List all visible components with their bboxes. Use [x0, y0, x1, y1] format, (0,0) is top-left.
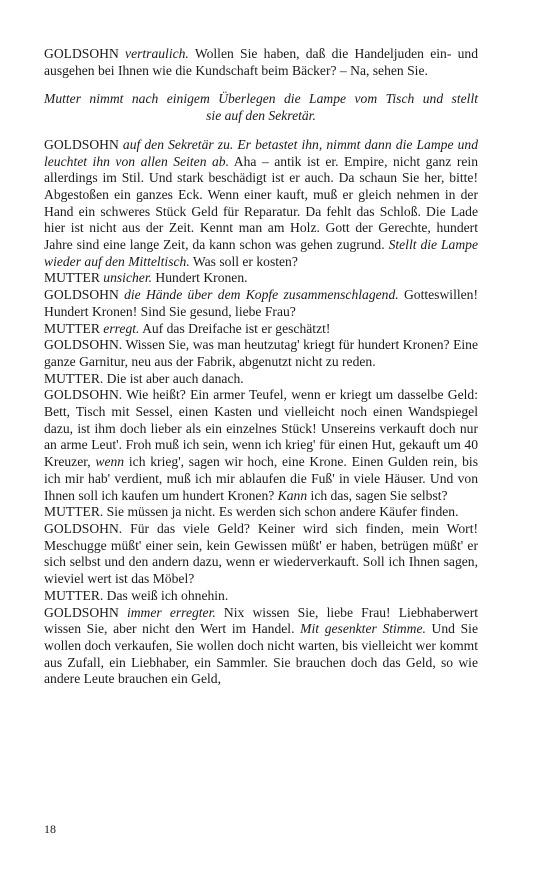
- stage-direction: erregt.: [103, 320, 140, 336]
- emphasis: wenn: [95, 454, 125, 470]
- speaker-name: GOLDSOHN.: [44, 387, 123, 403]
- speaker-name: GOLDSOHN.: [44, 520, 123, 536]
- speech-goldsohn: [44, 46, 478, 79]
- speech-mutter: [44, 321, 478, 338]
- stage-direction: unsicher.: [103, 270, 153, 286]
- stage-direction: immer erregter.: [126, 604, 216, 620]
- speech-text: Sie müssen ja nicht. Es werden sich schon andere Käufer finden.: [103, 504, 459, 520]
- stage-direction-line-2: sie auf den Sekretär.: [206, 108, 316, 124]
- speech-text: Nix wissen Sie, liebe Frau! Liebhaberwert wissen Sie, aber nicht den Wert im Handel.: [44, 604, 478, 637]
- speech-text: Wollen Sie haben, daß die Handeljuden ein- und ausgehen bei Ihnen wie die Kundschaft beim Bäcker? – Na, sehen Sie.: [44, 46, 478, 78]
- stage-direction: Mit gesenkter Stimme.: [300, 621, 426, 637]
- speaker-name: GOLDSOHN: [44, 46, 119, 61]
- speech-text: Und Sie wollen doch verkaufen, Sie wollen doch nicht warten, bis vielleicht wer kommt aus Zufall, ein Liebhaber, ein Sammler. Sie brauchen doch das Geld, so wie andere Leute brauchen ein Geld,: [44, 621, 478, 687]
- stage-direction: die Hände über dem Kopfe zusammenschlagend.: [124, 287, 399, 303]
- speech-text: Was soll er kosten?: [189, 253, 298, 269]
- stage-direction: auf den Sekretär zu. Er betastet ihn, nimmt dann die Lampe und leuchtet ihn von allen Seiten ab.: [44, 136, 478, 169]
- stage-direction-line-1: Mutter nimmt nach einigem Überlegen die Lampe vom Tisch und stellt: [44, 91, 478, 107]
- speech-mutter: [44, 270, 478, 287]
- speech-text: Wie heißt? Ein armer Teufel, wenn er kriegt um dasselbe Geld: Bett, Tisch mit Sessel, einen Kasten und vielleicht noch einen Wandspiegel dazu, ist ihm doch lieber als ein einzelnes Stück! Unsereins verkauft doch nur an arme Leut'. Froh muß ich sein, wenn ich krieg' für einen Hut, gekauft um 40 Kreuzer,: [44, 387, 478, 470]
- speech-text: Das weiß ich ohnehin.: [103, 587, 229, 603]
- speaker-name: MUTTER.: [44, 370, 104, 386]
- speech-goldsohn: [44, 521, 478, 588]
- page-number: 18: [44, 822, 56, 836]
- speaker-name: GOLDSOHN: [44, 136, 119, 152]
- speech-text: Hundert Kronen.: [152, 270, 248, 286]
- speech-text: Auf das Dreifache ist er geschätzt!: [139, 320, 331, 336]
- page-text: [44, 46, 478, 688]
- speech-goldsohn: [44, 287, 478, 320]
- speaker-name: MUTTER.: [44, 587, 104, 603]
- stage-direction: vertraulich.: [125, 46, 189, 61]
- speech-mutter: [44, 504, 478, 521]
- speech-text: ich das, sagen Sie selbst?: [307, 487, 448, 503]
- stage-direction: Stellt die Lampe wieder auf den Mitteltisch.: [44, 237, 478, 269]
- speech-goldsohn: [44, 137, 478, 271]
- speaker-name: GOLDSOHN: [44, 287, 119, 303]
- speech-text: Wissen Sie, was man heutzutag' kriegt für hundert Kronen? Eine ganze Garnitur, neu aus der Fabrik, abgenutzt nicht zu reden.: [44, 337, 478, 369]
- speech-mutter: [44, 371, 478, 388]
- emphasis: Kann: [277, 487, 308, 503]
- stage-direction-block: [44, 91, 478, 124]
- speech-text: Für das viele Geld? Keiner wird sich finden, mein Wort! Meschugge müßt' einer sein, kein Gewissen müßt' er haben, betrügen müßt' er sich selbst und den andern dazu, wenn er wiederverkauft. Soll ich Ihnen sagen, wieviel wert ist das Möbel?: [44, 520, 478, 587]
- speech-text: ich krieg', sagen wir hoch, eine Krone. Einen Gulden rein, bis ich mir hab' verdient, muß ich mir ablaufen die Fuß' in viele Häuser. Und von Ihnen soll ich kaufen um hundert Kronen?: [44, 454, 479, 503]
- speech-goldsohn: [44, 605, 478, 689]
- speech-text: Gotteswillen! Hundert Kronen! Sind Sie gesund, liebe Frau?: [44, 287, 478, 319]
- speaker-name: MUTTER: [44, 320, 100, 336]
- speech-goldsohn: [44, 387, 478, 504]
- speaker-name: MUTTER.: [44, 504, 104, 520]
- speaker-name: GOLDSOHN: [44, 604, 119, 620]
- speech-text: Aha – antik ist er. Empire, nicht ganz rein allerdings im Stil. Und stark beschädigt ist er auch. Da schaun Sie her, bitte! Abgestoßen ein ganzes Eck. Wenn einer kauft, muß er gleich nehmen in der Hand ein schweres Stück Geld für Reparatur. Da fehlt das Schloß. Die Lade hier ist nicht aus der Zeit. Kennt man am Holz. Gott der Gerechte, hundert Jahre sind eine lange Zeit, da kann schon was gehen zugrund.: [44, 153, 478, 253]
- speech-goldsohn: [44, 337, 478, 370]
- speaker-name: GOLDSOHN.: [44, 337, 123, 353]
- speech-text: Die ist aber auch danach.: [103, 370, 244, 386]
- speaker-name: MUTTER: [44, 270, 100, 286]
- speech-mutter: [44, 588, 478, 605]
